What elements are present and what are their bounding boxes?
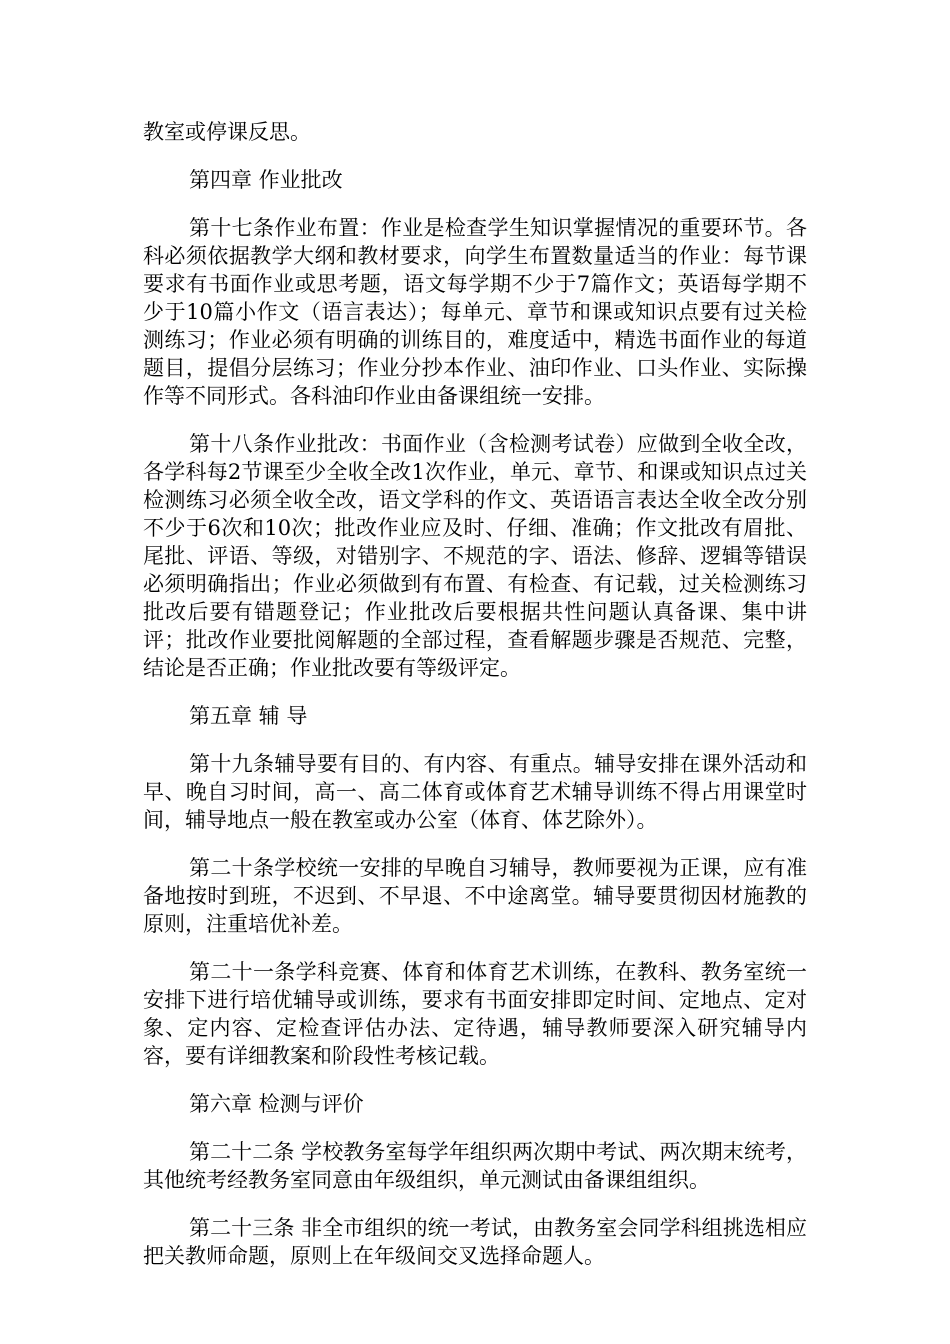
article-22-paragraph: 第二十二条 学校教务室每学年组织两次期中考试、两次期末统考，其他统考经教务室同意由年级组织，单元测试由备课组组织。 — [143, 1140, 807, 1192]
article-20-paragraph: 第二十条学校统一安排的早晚自习辅导，教师要视为正课，应有准备地按时到班，不迟到、不早退、不中途离堂。辅导要贯彻因材施教的原则，注重培优补差。 — [143, 856, 807, 936]
chapter-heading-4: 第四章 作业批改 — [189, 168, 343, 192]
chapter-heading-6: 第六章 检测与评价 — [189, 1092, 364, 1116]
paragraph-continuation: 教室或停课反思。 — [143, 120, 311, 144]
chapter-heading-5: 第五章 辅 导 — [189, 704, 308, 728]
document-page — [143, 118, 807, 1270]
article-19-paragraph: 第十九条辅导要有目的、有内容、有重点。辅导安排在课外活动和早、晚自习时间，高一、高二体育或体育艺术辅导训练不得占用课堂时间，辅导地点一般在教室或办公室（体育、体艺除外）。 — [143, 752, 807, 832]
article-21-paragraph: 第二十一条学科竞赛、体育和体育艺术训练，在教科、教务室统一安排下进行培优辅导或训练，要求有书面安排即定时间、定地点、定对象、定内容、定检查评估办法、定待遇，辅导教师要深入研究辅导内容，要有详细教案和阶段性考核记载。 — [143, 960, 807, 1068]
article-23-paragraph: 第二十三条 非全市组织的统一考试，由教务室会同学科组挑选相应把关教师命题，原则上在年级间交叉选择命题人。 — [143, 1216, 807, 1268]
article-17-paragraph: 第十七条作业布置：作业是检查学生知识掌握情况的重要环节。各科必须依据教学大纲和教材要求，向学生布置数量适当的作业：每节课要求有书面作业或思考题，语文每学期不少于7篇作文；英语每学期不少于10篇小作文（语言表达）；每单元、章节和课或知识点要有过关检测练习；作业必须有明确的训练目的，难度适中，精选书面作业的每道题目，提倡分层练习；作业分抄本作业、油印作业、口头作业、实际操作等不同形式。各科油印作业由备课组统一安排。 — [143, 216, 807, 408]
article-18-paragraph: 第十八条作业批改：书面作业（含检测考试卷）应做到全收全改，各学科每2节课至少全收全改1次作业，单元、章节、和课或知识点过关检测练习必须全收全改，语文学科的作文、英语语言表达全收全改分别不少于6次和10次；批改作业应及时、仔细、准确；作文批改有眉批、尾批、评语、等级，对错别字、不规范的字、语法、修辞、逻辑等错误必须明确指出；作业必须做到有布置、有检查、有记载，过关检测练习批改后要有错题登记；作业批改后要根据共性问题认真备课、集中讲评；批改作业要批阅解题的全部过程，查看解题步骤是否规范、完整，结论是否正确；作业批改要有等级评定。 — [143, 432, 807, 680]
